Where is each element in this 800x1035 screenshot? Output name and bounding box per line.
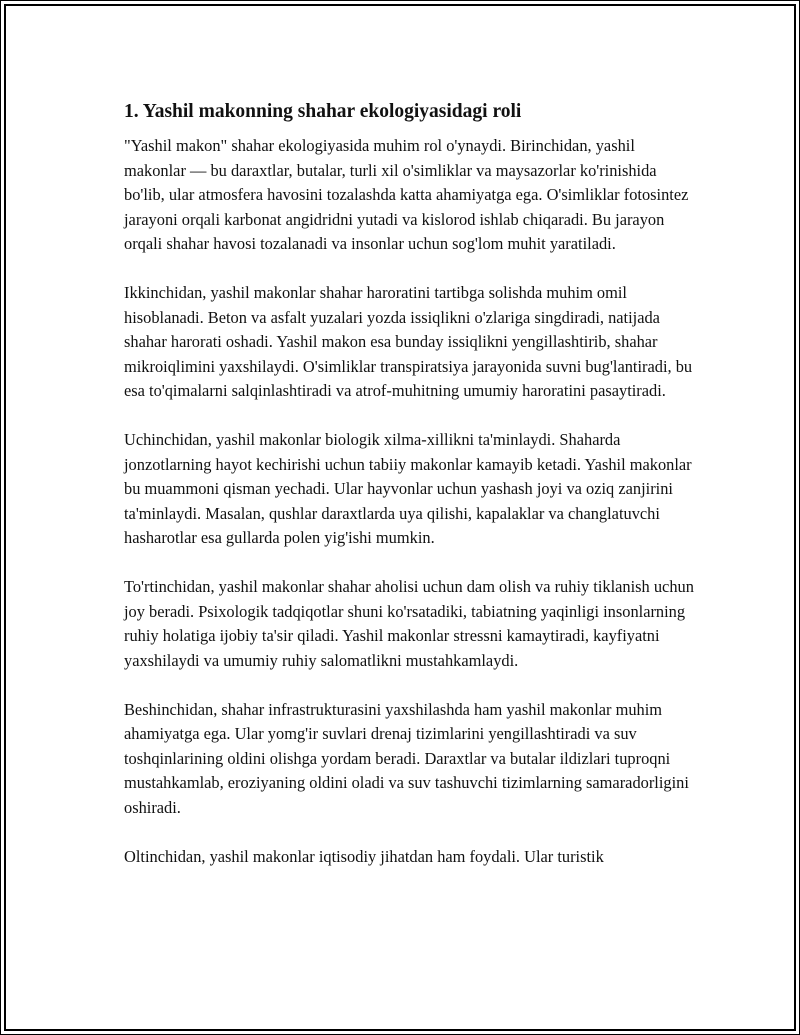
section-heading: 1. Yashil makonning shahar ekologiyasidagi roli [124, 101, 522, 122]
paragraph-1: "Yashil makon" shahar ekologiyasida muhim rol o'ynaydi. Birinchidan, yashil makonlar — bu daraxtlar, butalar, turli xil o'simliklar va maysazorlar ko'rinishida bo'lib, ular atmosfera havosini tozalashda katta ahamiyatga ega. O'simliklar fotosintez jarayoni orqali karbonat angidridni yutadi va kislorod ishlab chiqaradi. Bu jarayon orqali shahar havosi tozalanadi va insonlar uchun sog'lom muhit yaratiladi. [124, 136, 689, 253]
paragraph-5: Beshinchidan, shahar infrastrukturasini yaxshilashda ham yashil makonlar muhim ahamiyatga ega. Ular yomg'ir suvlari drenaj tizimlarini yengillashtiradi va suv toshqinlarining oldini olishga yordam beradi. Daraxtlar va butalar ildizlari tuproqni mustahkamlab, eroziyaning oldini oladi va suv tashuvchi tizimlarning samaradorligini oshiradi. [124, 699, 689, 817]
paragraph-2: Ikkinchidan, yashil makonlar shahar haroratini tartibga solishda muhim omil hisoblanadi. Beton va asfalt yuzalari yozda issiqlikni o'zlariga singdiradi, natijada shahar harorati oshadi. Yashil makon esa bunday issiqlikni yengillashtirib, shahar mikroiqlimini yaxshilaydi. O'simliklar transpiratsiya jarayonida suvni bug'lantiradi, bu esa to'qimalarni salqinlashtiradi va atrof-muhitning umumiy haroratini pasaytiradi. [124, 283, 693, 400]
document-body [120, 100, 700, 894]
paragraph-6: Oltinchidan, yashil makonlar iqtisodiy jihatdan ham foydali. Ular turistik [124, 846, 604, 866]
page-frame [4, 4, 796, 1031]
paragraph-3: Uchinchidan, yashil makonlar biologik xilma-xillikni ta'minlaydi. Shaharda jonzotlarning hayot kechirishi uchun tabiiy makonlar kamayib ketadi. Yashil makonlar bu muammoni qisman yechadi. Ular hayvonlar uchun yashash joyi va oziq zanjirini ta'minlaydi. Masalan, qushlar daraxtlarda uya qilishi, kapalaklar va changlatuvchi hasharotlar esa gullarda polen yig'ishi mumkin. [124, 430, 692, 547]
paragraph-4: To'rtinchidan, yashil makonlar shahar aholisi uchun dam olish va ruhiy tiklanish uchun joy beradi. Psixologik tadqiqotlar shuni ko'rsatadiki, tabiatning yaqinligi insonlarning ruhiy holatiga ijobiy ta'sir qiladi. Yashil makonlar stressni kamaytiradi, kayfiyatni yaxshilaydi va umumiy ruhiy salomatlikni mustahkamlaydi. [124, 577, 694, 670]
